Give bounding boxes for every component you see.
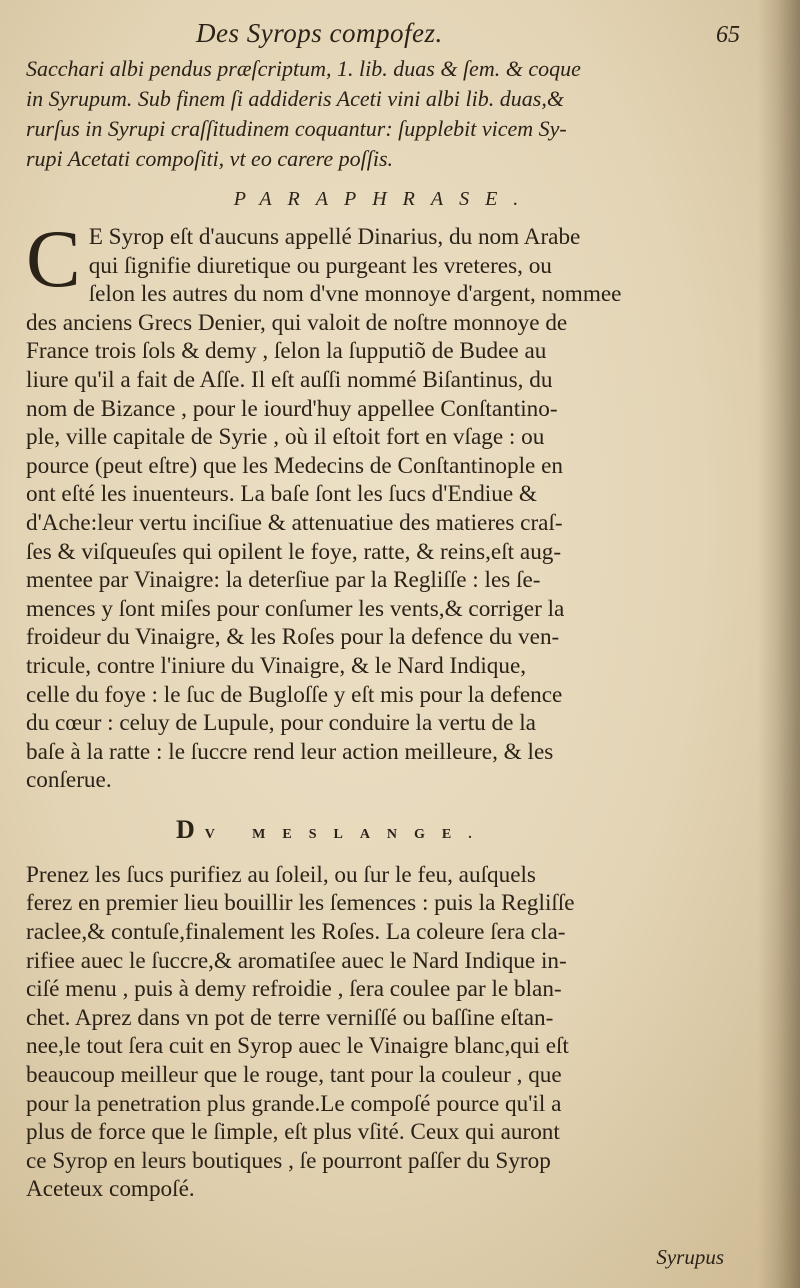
text-line: ciſé menu , puis à demy refroidie , ſera coulee par le blan- [26,976,562,1003]
section-title-rest: V MESLANGE. [204,826,489,842]
meslange-paragraph [26,861,742,1204]
text-line: ple, ville capitale de Syrie , où il eſtoit fort en vſage : ou [26,424,545,451]
text-line: liure qu'il a fait de Aſſe. Il eſt auſſi nommé Biſantinus, du [26,366,553,393]
drop-cap: C [26,213,81,304]
text-line: beaucoup meilleur que le rouge, tant pour la couleur , que [26,1062,562,1089]
section-title-meslange [176,815,742,845]
page-edge-shadow [758,0,800,1288]
text-line: pour la penetration plus grande.Le compoſé pource qu'il a [26,1090,562,1117]
text-line: rifiee auec le ſuccre,& aromatiſee auec le Nard Indique in- [26,947,567,974]
text-line: froideur du Vinaigre, & les Roſes pour la defence du ven- [26,624,560,651]
text-line: France trois ſols & demy , ſelon la ſupputiõ de Budee au [26,338,547,365]
text-line: raclee,& contuſe,finalement les Roſes. La coleure ſera cla- [26,919,566,946]
text-line: ce Syrop en leurs boutiques , ſe pourront paſſer du Syrop [26,1147,551,1174]
latin-line: rupi Acetati compoſiti, vt eo carere poſſis. [26,146,394,171]
text-line: E Syrop eſt d'aucuns appellé Dinarius, du nom Arabe [88,224,581,250]
latin-line: Sacchari albi pendus præſcriptum, 1. lib. duas & ſem. & coque [26,56,581,81]
section-title-initial: D [176,814,205,844]
text-line: mences y ſont miſes pour conſumer les vents,& corriger la [26,595,565,622]
text-line: celle du foye : le ſuc de Bugloſſe y eſt mis pour la defence [26,681,563,708]
section-title-paraphrase: PARAPHRASE. [233,188,535,210]
running-head: Des Syrops compofez. [196,18,443,48]
text-line: du cœur : celuy de Lupule, pour conduire la vertu de la [26,710,536,737]
latin-recipe [26,54,742,174]
latin-line: rurſus in Syrupi craſſitudinem coquantur: ſupplebit vicem Sy- [26,116,567,141]
text-line: Aceteux compoſé. [26,1176,195,1203]
text-line: nom de Bizance , pour le iourd'huy appellee Conſtantino- [26,395,558,422]
paraphrase-paragraph [26,213,742,795]
text-line: conſerue. [26,767,112,794]
text-line: mentee par Vinaigre: la deterſiue par la Regliſſe : les ſe- [26,567,541,594]
text-line: nee,le tout ſera cuit en Syrop auec le Vinaigre blanc,qui eſt [26,1033,569,1060]
text-line: ſelon les autres du nom d'vne monnoye d'argent, nommee [88,281,622,308]
text-line: qui ſignifie diuretique ou purgeant les vreteres, ou [88,252,552,279]
text-line: chet. Aprez dans vn pot de terre verniſſé ou baſſine eſtan- [26,1004,554,1031]
text-line: pource (peut eſtre) que les Medecins de Conſtantinople en [26,452,563,479]
page-header [26,14,742,54]
text-line: d'Ache:leur vertu inciſiue & attenuatiue des matieres craſ- [26,509,563,536]
text-line: baſe à la ratte : le ſuccre rend leur action meilleure, & les [26,738,554,765]
text-line: ont eſté les inuenteurs. La baſe ſont les ſucs d'Endiue & [26,481,537,508]
text-line: ferez en premier lieu bouillir les ſemences : puis la Regliſſe [26,890,575,917]
text-line: ſes & viſqueuſes qui opilent le foye, ratte, & reins,eſt aug- [26,538,562,565]
text-line: des anciens Grecs Denier, qui valoit de noſtre monnoye de [26,309,568,336]
text-line: plus de force que le ſimple, eſt plus vſité. Ceux qui auront [26,1119,560,1146]
catchword: Syrupus [656,1245,724,1269]
latin-line: in Syrupum. Sub finem ſi addideris Aceti vini albi lib. duas,& [26,86,564,111]
text-line: Prenez les ſucs purifiez au ſoleil, ou ſur le feu, auſquels [26,861,536,888]
page-number: 65 [716,22,740,48]
text-line: tricule, contre l'iniure du Vinaigre, & le Nard Indique, [26,652,527,679]
